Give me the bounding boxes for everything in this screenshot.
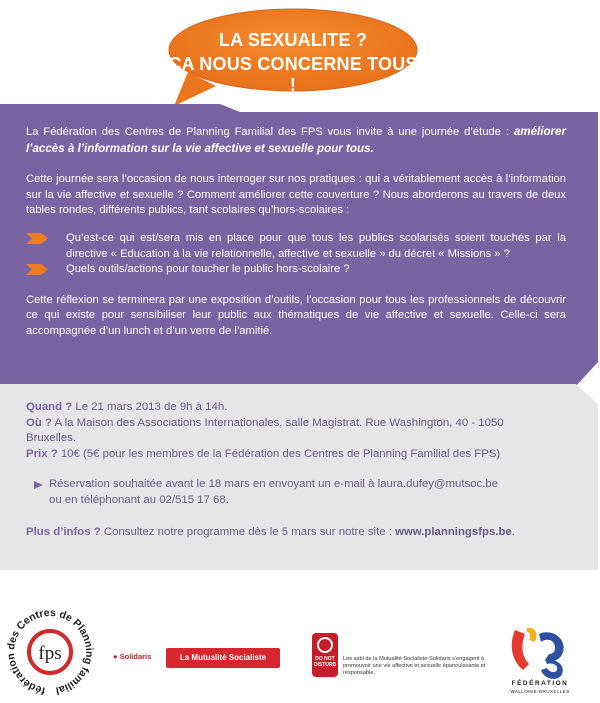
more-info-label: Plus d’infos ? <box>26 526 101 538</box>
conclusion-paragraph: Cette réflexion se terminera par une exposition d’outils, l’occasion pour tous les professionnels de découvrir ce qui existe pour sensibiliser leur public aux thématiques de vie affective et sexuelle. Celle-ci sera accompagnée d’un lunch et d’un verre de l’amitié. <box>26 293 566 337</box>
door-hanger-icon <box>317 637 333 653</box>
intro-text: La Fédération des Centres de Planning Familial des FPS vous invite à une journée d’étude : <box>26 126 509 138</box>
journee-paragraph: Cette journée sera l’occasion de nous interroger sur nos pratiques : qui a véritablement accès à l’information sur la vie affective et sexuelle ? Comment améliorer cette couverture ? Nous aborderons au travers de deux tables rondes, différents publics, tant scolaires qu’hors-scolaires : <box>26 173 566 217</box>
when-label: Quand ? <box>26 401 73 413</box>
price-value: 10€ (5€ pour les membres de la Fédération des Centres de Planning Familial des FPS) <box>57 447 501 460</box>
topic-item-1 <box>26 231 566 262</box>
intro-end: . <box>370 141 374 155</box>
bubble-title-line1: LA SEXUALITE ? <box>218 30 368 50</box>
orange-arrow-icon <box>26 264 48 275</box>
bubble-title-line2: ÇA NOUS CONCERNE TOUS ! <box>168 54 418 95</box>
mutualite-socialiste-logo: La Mutualité Socialiste <box>166 648 280 668</box>
reservation-block <box>26 477 546 508</box>
topic-item-1-text: Qu’est-ce qui est/sera mis en place pour que tous les publics scolarisés soient touchés par la directive « Education à la vie relationnelle, affective et sexuelle » du décret « Missions » ? <box>66 231 566 260</box>
website-link[interactable]: www.planningsfps.be <box>395 526 512 538</box>
where-label: Où ? <box>26 416 52 429</box>
solidaris-dot-icon: ● <box>113 652 118 661</box>
do-not-disturb-logo <box>312 633 338 677</box>
when-value: Le 21 mars 2013 de 9h à 14h. <box>72 401 228 413</box>
reservation-line-1[interactable]: Réservation souhaitée avant le 18 mars en envoyant un e-mail à laura.dufey@mutsoc.be <box>49 478 499 490</box>
solidaris-text: Solidaris <box>119 652 152 661</box>
fps-logo <box>5 606 95 698</box>
more-info-value: Consultez notre programme dès le 5 mars sur notre site : <box>100 526 396 538</box>
more-info-end: . <box>511 526 515 538</box>
federation-wallonie-bruxelles-logo <box>505 624 575 698</box>
dnd-caption: Les asbl de la Mutualité Socialiste-Solidaris s’engagent à promouvoir une vie affective et sexuelle épanouissante et responsable. <box>343 656 486 676</box>
triangle-bullet-icon <box>34 481 43 489</box>
invitation-text <box>26 124 566 355</box>
fwb-label-2: WALLONIE-BRUXELLES <box>510 689 570 694</box>
title-speech-bubble <box>168 8 418 106</box>
reservation-line-2: ou en téléphonant au 02/515 17 68. <box>49 493 229 506</box>
orange-arrow-icon <box>26 233 48 244</box>
intro-bold-text: améliorer l’accès à l’information sur la vie affective et sexuelle pour tous <box>26 125 567 155</box>
more-info-line <box>26 525 546 541</box>
details-text <box>26 400 546 541</box>
price-label: Prix ? <box>26 447 58 460</box>
topic-list <box>26 231 566 278</box>
fps-ring-text: fédération des Centres de Planning familial <box>5 606 95 697</box>
where-value: A la Maison des Associations Internationales, salle Magistrat. Rue Washington, 40 - 1050 Bruxelles. <box>26 416 504 444</box>
intro-paragraph <box>26 124 566 157</box>
solidaris-logo <box>113 652 163 666</box>
fwb-emblem-icon <box>505 624 575 680</box>
topic-item-2 <box>26 262 566 278</box>
dnd-label: DO NOT DISTURB <box>313 656 337 668</box>
fps-letters: fps <box>38 643 62 664</box>
topic-item-2-text: Quels outils/actions pour toucher le public hors-scolaire ? <box>66 263 350 276</box>
when-line <box>26 400 546 416</box>
fwb-label-1: FÉDÉRATION <box>511 680 569 687</box>
where-line <box>26 416 546 447</box>
price-line <box>26 447 546 463</box>
